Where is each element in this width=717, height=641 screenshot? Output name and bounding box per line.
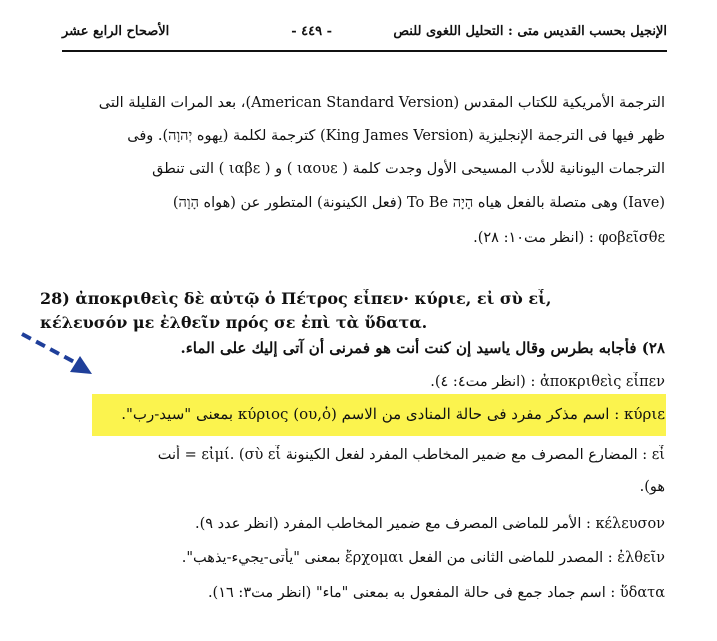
note-line: ὕδατα : اسم جماد جمع فى حالة المفعول به بمعنى "ماء" (انظر مت٣: ١٦). — [207, 585, 665, 601]
note-line: هو). — [639, 479, 665, 495]
paragraph-line: الترجمات اليونانية للأدب المسيحى الأول وجدت كلمة ( ιαουε ) و ( ιαβε ) التى تنطق — [152, 161, 665, 177]
page-number: - ٤٤٩ - — [291, 24, 332, 39]
note-line: κέλευσον : الأمر للماضى المصرف مع ضمير المخاطب المفرد (انظر عدد ٩). — [194, 516, 665, 532]
header-rule — [62, 50, 667, 52]
book-title: الإنجيل بحسب القديس متى : التحليل اللغوى للنص — [393, 24, 667, 39]
verse-greek-line: κέλευσόν με ἐλθεῖν πρός σε ἐπὶ τὰ ὕδατα. — [40, 313, 428, 332]
paragraph-line: (Iave) وهى متصلة بالفعل هياه הָיָה To Be (فعل الكينونة) المتطور عن (هواه הָוָה) — [172, 195, 665, 211]
highlighted-note: κύριε : اسم مذكر مفرد فى حالة المنادى من الاسم (ου,ὁ) κύριος بمعنى "سيد-رب". — [121, 405, 665, 423]
note-line: ἀποκριθεὶς εἶπεν : (انظر مت٤: ٤). — [430, 374, 665, 390]
verse-greek-line: 28) ἀποκριθεὶς δὲ αὐτῷ ὁ Πέτρος εἶπεν· κύριε, εἰ σὺ εἶ, — [40, 289, 552, 308]
paragraph-line: φοβεῖσθε : (انظر مت١٠: ٢٨). — [473, 230, 665, 246]
running-header — [62, 22, 667, 44]
pointer-arrow-icon — [18, 330, 96, 378]
paragraph-line: الترجمة الأمريكية للكتاب المقدس (American Standard Version)، بعد المرات القليلة التى — [98, 95, 665, 111]
note-line: ἐλθεῖν : المصدر للماضى الثانى من الفعل ἔρχομαι بمعنى "يأتى-يجيء-يذهب". — [181, 550, 665, 566]
note-line: εἶ : المضارع المصرف مع ضمير المخاطب المفرد لفعل الكينونة εἰμί. (σὺ εἶ = أنت — [157, 447, 665, 463]
chapter-title: الأصحاح الرابع عشر — [62, 24, 170, 39]
paragraph-line: ظهر فيها فى الترجمة الإنجليزية (King James Version) كترجمة لكلمة (يهوه יְהוָה). وفى — [127, 128, 665, 144]
verse-arabic-line: ٢٨) فأجابه بطرس وقال ياسيد إن كنت أنت هو فمرنى أن آتى إليك على الماء. — [180, 339, 665, 357]
